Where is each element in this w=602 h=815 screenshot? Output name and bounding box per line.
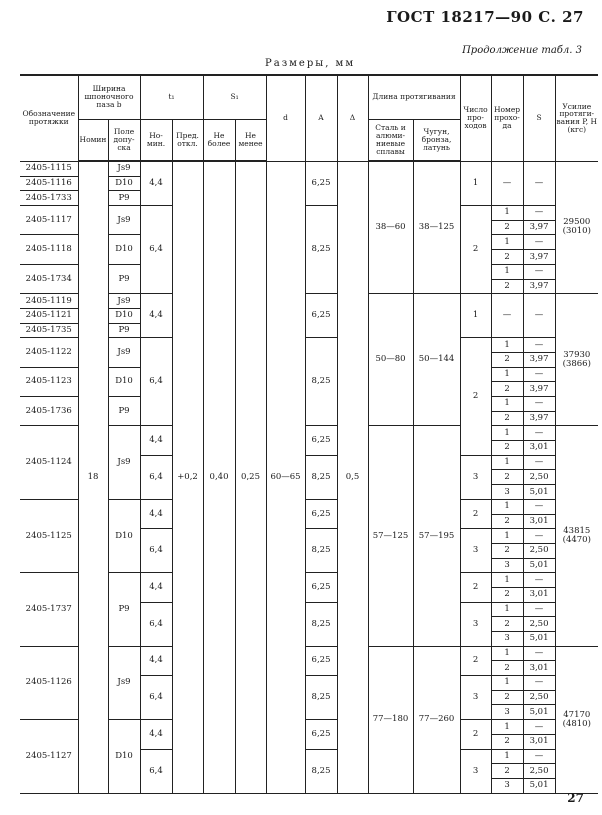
cell-S: 5,01	[523, 632, 555, 647]
cell-A: 6,25	[305, 720, 337, 749]
cell-A: 6,25	[305, 426, 337, 455]
cell-S: —	[523, 749, 555, 764]
cell-width-field: Js9	[108, 338, 140, 367]
cell-t1-nom: 4,4	[140, 499, 172, 528]
cell-pass-no: 2	[491, 382, 523, 397]
cell-force: 43815 (4470)	[555, 426, 598, 646]
cell-pass-no: 1	[491, 602, 523, 617]
cell-t1-nom: 4,4	[140, 720, 172, 749]
cell-S: —	[523, 264, 555, 279]
cell-steel: 57—125	[368, 426, 413, 646]
cell-pass-no: 2	[491, 220, 523, 235]
cell-pass-no: 3	[491, 705, 523, 720]
header-t1-dev: Пред. откл.	[172, 119, 203, 161]
cell-S: 3,97	[523, 279, 555, 294]
header-a: A	[305, 75, 337, 161]
cell-A: 8,25	[305, 338, 337, 426]
cell-width-field: P9	[108, 264, 140, 293]
cell-pass-no: 3	[491, 632, 523, 647]
header-s1-min: Не менее	[235, 119, 266, 161]
header-steel: Сталь и алюми-ниевые сплавы	[368, 119, 413, 161]
cell-pass-no: 2	[491, 279, 523, 294]
cell-A: 8,25	[305, 529, 337, 573]
cell-designation: 2405-1737	[20, 573, 78, 646]
cell-cast: 57—195	[413, 426, 460, 646]
cell-pass-no: 1	[491, 455, 523, 470]
cell-pass-no: 1	[491, 397, 523, 412]
cell-pass-no: 1	[491, 573, 523, 588]
header-passes: Число про-ходов	[460, 75, 491, 161]
cell-passes: 3	[460, 602, 491, 646]
cell-pass-no: 1	[491, 676, 523, 691]
cell-cast: 38—125	[413, 161, 460, 294]
cell-pass-no: 2	[491, 411, 523, 426]
cell-A: 6,25	[305, 161, 337, 206]
cell-pass-no: 1	[491, 264, 523, 279]
cell-force: 47170 (4810)	[555, 646, 598, 793]
cell-S: 3,97	[523, 352, 555, 367]
cell-designation: 2405-1735	[20, 323, 78, 338]
cell-t1-nom: 4,4	[140, 161, 172, 206]
cell-pass-no: 2	[491, 587, 523, 602]
cell-S: 2,50	[523, 543, 555, 558]
cell-S: —	[523, 720, 555, 735]
cell-designation: 2405-1117	[20, 206, 78, 235]
cell-designation: 2405-1126	[20, 646, 78, 719]
cell-width-field: P9	[108, 323, 140, 338]
cell-designation: 2405-1118	[20, 235, 78, 264]
cell-S: 3,97	[523, 411, 555, 426]
cell-S: —	[523, 294, 555, 338]
cell-pass-no: 1	[491, 749, 523, 764]
cell-passes: 3	[460, 455, 491, 499]
cell-S: 5,01	[523, 558, 555, 573]
cell-S: 2,50	[523, 617, 555, 632]
cell-passes: 2	[460, 206, 491, 294]
header-s: S	[523, 75, 555, 161]
cell-pass-no: 2	[491, 764, 523, 779]
cell-pass-no: 3	[491, 558, 523, 573]
cell-pass-no: 1	[491, 720, 523, 735]
cell-passes: 3	[460, 676, 491, 720]
cell-pass-no: 2	[491, 661, 523, 676]
header-designation: Обозначение протяжки	[20, 75, 78, 161]
cell-designation: 2405-1125	[20, 499, 78, 572]
cell-A: 8,25	[305, 455, 337, 499]
cell-t1-nom: 6,4	[140, 338, 172, 426]
cell-pass-no: 2	[491, 543, 523, 558]
cell-force: 29500 (3010)	[555, 161, 598, 294]
header-width-field: Поле допу-ска	[108, 119, 140, 161]
cell-pass-no: 2	[491, 617, 523, 632]
cell-S: 2,50	[523, 470, 555, 485]
cell-S: 3,97	[523, 382, 555, 397]
cell-passes: 1	[460, 161, 491, 206]
cell-S: 3,01	[523, 441, 555, 456]
cell-t1-nom: 6,4	[140, 529, 172, 573]
cell-S: —	[523, 367, 555, 382]
cell-cast: 77—260	[413, 646, 460, 793]
cell-pass-no: 2	[491, 734, 523, 749]
header-d: d	[266, 75, 305, 161]
header-s1-max: Не более	[203, 119, 235, 161]
cell-S: 3,01	[523, 514, 555, 529]
header-t1-nom: Но-мин.	[140, 119, 172, 161]
cell-t1-nom: 4,4	[140, 294, 172, 338]
cell-S: —	[523, 426, 555, 441]
cell-width-field: D10	[108, 235, 140, 264]
cell-cast: 50—144	[413, 294, 460, 426]
cell-designation: 2405-1115	[20, 161, 78, 176]
broach-table	[20, 74, 598, 794]
cell-S: 2,50	[523, 690, 555, 705]
cell-t1-nom: 6,4	[140, 455, 172, 499]
cell-S: 3,97	[523, 250, 555, 265]
cell-designation: 2405-1734	[20, 264, 78, 293]
cell-A: 8,25	[305, 676, 337, 720]
cell-S: —	[523, 646, 555, 661]
cell-S: 3,01	[523, 734, 555, 749]
cell-designation: 2405-1127	[20, 720, 78, 793]
cell-t1-nom: 4,4	[140, 646, 172, 675]
cell-passes: 2	[460, 720, 491, 749]
cell-width-field: D10	[108, 499, 140, 572]
cell-S: 5,01	[523, 705, 555, 720]
cell-A: 6,25	[305, 499, 337, 528]
cell-width-field: D10	[108, 720, 140, 793]
document-header: ГОСТ 18217—90 С. 27	[386, 8, 584, 26]
cell-A: 8,25	[305, 602, 337, 646]
cell-delta: 0,5	[337, 161, 368, 793]
cell-width-field: P9	[108, 573, 140, 646]
cell-pass-no: 2	[491, 441, 523, 456]
cell-width-field: P9	[108, 191, 140, 206]
cell-steel: 77—180	[368, 646, 413, 793]
cell-A: 6,25	[305, 294, 337, 338]
cell-S: —	[523, 397, 555, 412]
cell-designation: 2405-1119	[20, 294, 78, 309]
cell-S: —	[523, 529, 555, 544]
cell-width-field: D10	[108, 367, 140, 396]
table-continuation-label: Продолжение табл. 3	[462, 45, 582, 56]
cell-S: —	[523, 206, 555, 221]
cell-pass-no: 2	[491, 514, 523, 529]
cell-pass-no: 2	[491, 352, 523, 367]
cell-t1-nom: 6,4	[140, 602, 172, 646]
units-label: Размеры, мм	[265, 58, 356, 69]
cell-pass-no: 1	[491, 426, 523, 441]
cell-s1-max: 0,40	[203, 161, 235, 793]
cell-S: 3,01	[523, 661, 555, 676]
cell-width-field: D10	[108, 176, 140, 191]
cell-pass-no: 1	[491, 338, 523, 353]
cell-designation: 2405-1123	[20, 367, 78, 396]
cell-t1-nom: 4,4	[140, 573, 172, 602]
cell-width-field: Js9	[108, 206, 140, 235]
cell-width-field: D10	[108, 308, 140, 323]
cell-passes: 2	[460, 573, 491, 602]
cell-passes: 2	[460, 646, 491, 675]
cell-width-field: Js9	[108, 646, 140, 719]
cell-s1-min: 0,25	[235, 161, 266, 793]
cell-S: 2,50	[523, 764, 555, 779]
cell-pass-no: 1	[491, 499, 523, 514]
cell-designation: 2405-1124	[20, 426, 78, 499]
cell-designation: 2405-1733	[20, 191, 78, 206]
header-s1: S₁	[203, 75, 266, 119]
cell-A: 6,25	[305, 573, 337, 602]
cell-passes: 2	[460, 499, 491, 528]
header-pass-no: Номер прохо-да	[491, 75, 523, 161]
cell-passes: 3	[460, 749, 491, 793]
cell-steel: 50—80	[368, 294, 413, 426]
header-width: Ширина шпоночного паза b	[78, 75, 140, 119]
cell-t1-nom: 6,4	[140, 749, 172, 793]
header-t1: t₁	[140, 75, 203, 119]
cell-S: —	[523, 499, 555, 514]
cell-t1-dev: +0,2	[172, 161, 203, 793]
cell-t1-nom: 6,4	[140, 676, 172, 720]
cell-S: —	[523, 676, 555, 691]
cell-designation: 2405-1121	[20, 308, 78, 323]
page-number: 27	[567, 791, 584, 805]
cell-width-field: Js9	[108, 161, 140, 176]
cell-width-nom: 18	[78, 161, 108, 793]
cell-width-field: Js9	[108, 426, 140, 499]
cell-pass-no: 1	[491, 235, 523, 250]
cell-A: 8,25	[305, 749, 337, 793]
cell-pass-no: 2	[491, 250, 523, 265]
cell-S: 3,97	[523, 220, 555, 235]
cell-designation: 2405-1122	[20, 338, 78, 367]
cell-A: 8,25	[305, 206, 337, 294]
cell-t1-nom: 4,4	[140, 426, 172, 455]
cell-force: 37930 (3866)	[555, 294, 598, 426]
cell-pass-no: 3	[491, 485, 523, 500]
cell-S: 5,01	[523, 485, 555, 500]
cell-width-field: P9	[108, 397, 140, 426]
cell-S: —	[523, 602, 555, 617]
cell-passes: 1	[460, 294, 491, 338]
cell-passes: 2	[460, 338, 491, 456]
cell-pass-no: 2	[491, 690, 523, 705]
cell-S: 5,01	[523, 778, 555, 793]
cell-width-field: Js9	[108, 294, 140, 309]
cell-A: 6,25	[305, 646, 337, 675]
cell-S: —	[523, 161, 555, 206]
cell-designation: 2405-1116	[20, 176, 78, 191]
header-cast: Чугун, бронза, латунь	[413, 119, 460, 161]
cell-passes: 3	[460, 529, 491, 573]
cell-S: —	[523, 235, 555, 250]
cell-pass-no: —	[491, 161, 523, 206]
cell-steel: 38—60	[368, 161, 413, 294]
cell-pass-no: 2	[491, 470, 523, 485]
cell-pass-no: 1	[491, 367, 523, 382]
cell-pass-no: 1	[491, 646, 523, 661]
table-body	[20, 161, 598, 793]
cell-pass-no: 1	[491, 206, 523, 221]
cell-S: —	[523, 573, 555, 588]
header-force: Усилие протяги-вания P, Н (кгс)	[555, 75, 598, 161]
cell-pass-no: 3	[491, 778, 523, 793]
cell-pass-no: —	[491, 294, 523, 338]
table-row	[20, 161, 598, 176]
cell-S: —	[523, 455, 555, 470]
header-width-nom: Номин	[78, 119, 108, 161]
cell-designation: 2405-1736	[20, 397, 78, 426]
cell-d: 60—65	[266, 161, 305, 793]
cell-S: —	[523, 338, 555, 353]
cell-S: 3,01	[523, 587, 555, 602]
cell-pass-no: 1	[491, 529, 523, 544]
cell-t1-nom: 6,4	[140, 206, 172, 294]
header-delta: Δ	[337, 75, 368, 161]
header-length: Длина протягивания	[368, 75, 460, 119]
